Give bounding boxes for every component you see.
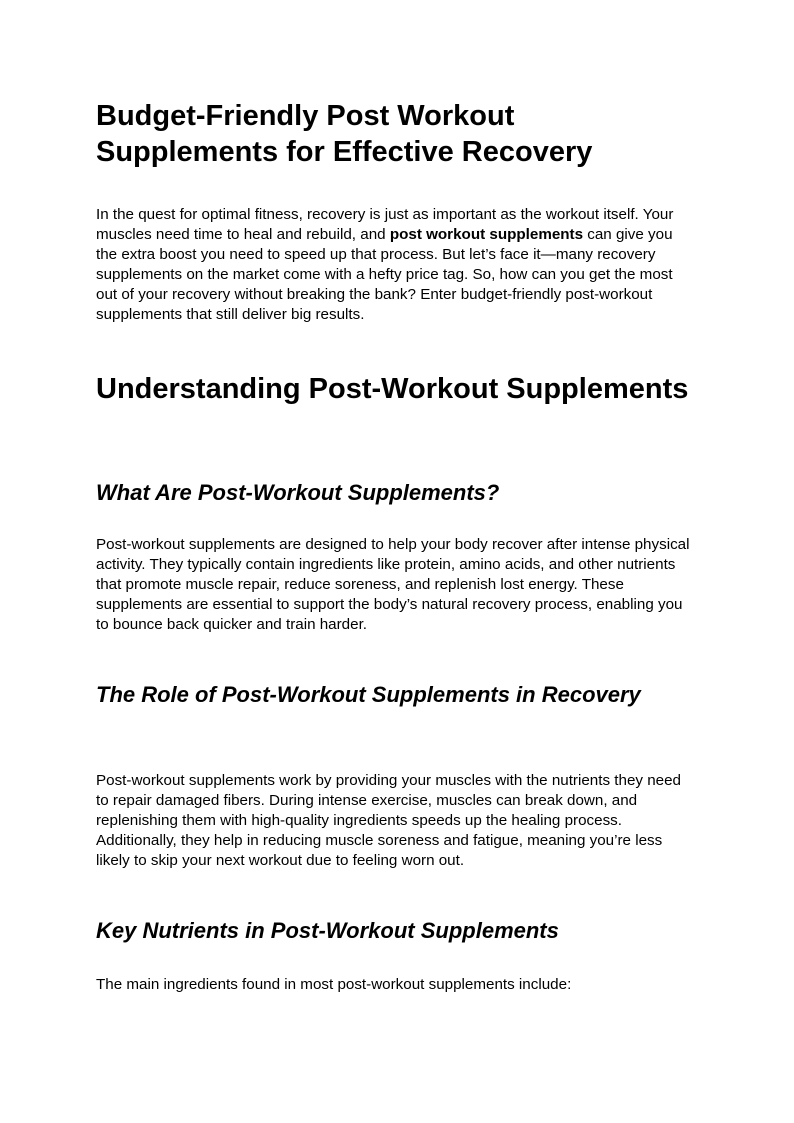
subsection-heading-key-nutrients: Key Nutrients in Post-Workout Supplements	[96, 918, 559, 943]
intro-bold-link-text: post workout supplements	[389, 226, 584, 243]
page-title: Budget-Friendly Post Workout Supplements for Effective Recovery	[96, 100, 593, 168]
intro-paragraph	[96, 205, 696, 325]
subsection-body-what-are: Post-workout supplements are designed to help your body recover after intense physical activity. They typically contain ingredients like protein, amino acids, and other nutrients that promote muscle repair, reduce soreness, and replenish lost energy. These supplements are essential to support the body’s natural recovery process, enabling you to bounce back quicker and train harder.	[96, 536, 690, 633]
intro-text-end: can give you the extra boost you need to speed up that process. But let’s face it—many recovery supplements on the market come with a hefty price tag. So, how can you get the most out of your recovery without breaking the bank? Enter budget-friendly post-workout supplements that still deliver big results.	[96, 226, 673, 323]
subsection-heading-role: The Role of Post-Workout Supplements in Recovery	[96, 682, 641, 707]
intro-text-start: In the quest for optimal fitness, recovery is just as important as the workout itself. Your muscles need time to heal and rebuild, and	[96, 206, 674, 243]
subsection-body-key-nutrients: The main ingredients found in most post-workout supplements include:	[96, 976, 572, 993]
subsection-body-role: Post-workout supplements work by providing your muscles with the nutrients they need to repair damaged fibers. During intense exercise, muscles can break down, and replenishing them with high-quality ingredients speeds up the healing process. Additionally, they help in reducing muscle soreness and fatigue, meaning you’re less likely to skip your next workout due to feeling worn out.	[96, 772, 682, 869]
section-heading: Understanding Post-Workout Supplements	[96, 373, 689, 405]
subsection-heading-what-are: What Are Post-Workout Supplements?	[96, 480, 500, 505]
